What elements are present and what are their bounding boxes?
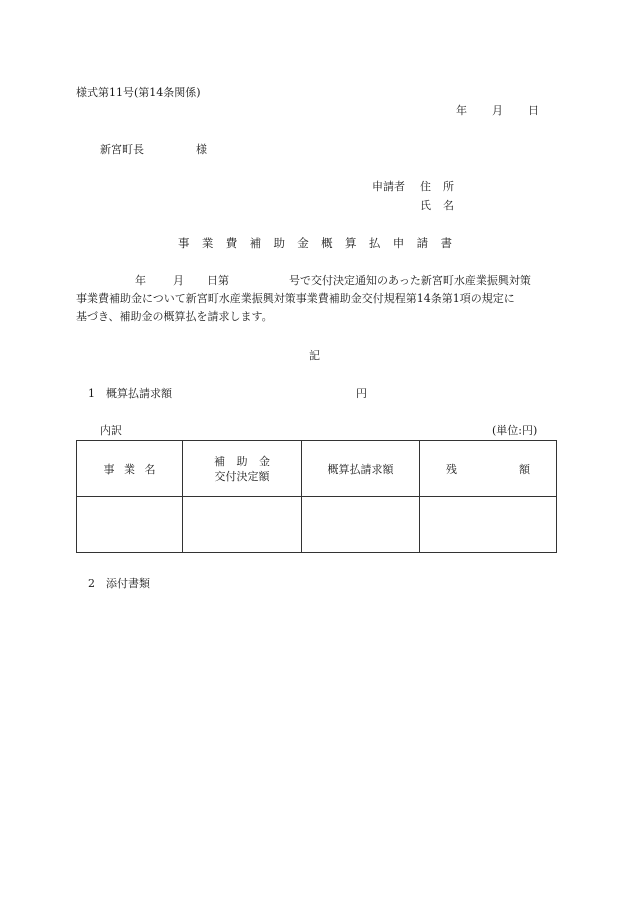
date-line	[456, 104, 539, 118]
body-line-3: 基づき、補助金の概算払を請求します。	[76, 310, 273, 323]
header-advance-amount: 概算払請求額	[302, 441, 420, 497]
header-subsidy-decision: 補 助 金 交付決定額	[183, 441, 302, 497]
cell-business-name[interactable]	[77, 497, 183, 553]
cell-subsidy-decision[interactable]	[183, 497, 302, 553]
body-line-1: 年 月 日第 号で交付決定通知のあった新宮町水産業振興対策	[135, 274, 531, 287]
form-number: 様式第11号(第14条関係)	[76, 86, 201, 99]
breakdown-label: 内訳	[100, 424, 122, 437]
addressee-name: 新宮町長	[100, 143, 144, 156]
date-day: 日	[528, 104, 539, 117]
document-title: 事 業 費 補 助 金 概 算 払 申 請 書	[178, 236, 452, 250]
applicant-label: 申請者	[372, 180, 405, 193]
table-row	[77, 497, 557, 553]
cell-advance-amount[interactable]	[302, 497, 420, 553]
body-paragraph	[76, 272, 554, 326]
date-month: 月	[492, 104, 503, 117]
item1-label: 概算払請求額	[106, 387, 172, 400]
breakdown-table	[76, 440, 557, 553]
header-business-name: 事 業 名	[77, 441, 183, 497]
addressee	[100, 143, 207, 157]
cell-balance[interactable]	[420, 497, 557, 553]
ki-label: 記	[309, 349, 320, 362]
applicant-name-label: 氏 名	[420, 199, 454, 212]
breakdown-unit-note: (単位:円)	[492, 424, 538, 437]
item2-number: 2	[88, 577, 95, 590]
date-year: 年	[456, 104, 467, 117]
addressee-honorific: 様	[196, 143, 207, 156]
item1-number: 1	[88, 387, 95, 400]
applicant-address-label: 住 所	[420, 180, 454, 193]
header-balance: 残 額	[420, 441, 557, 497]
item1-unit: 円	[356, 387, 367, 400]
item2-label: 添付書類	[106, 577, 150, 590]
table-header-row	[77, 441, 557, 497]
body-line-2: 事業費補助金について新宮町水産業振興対策事業費補助金交付規程第14条第1項の規定に	[76, 292, 515, 305]
